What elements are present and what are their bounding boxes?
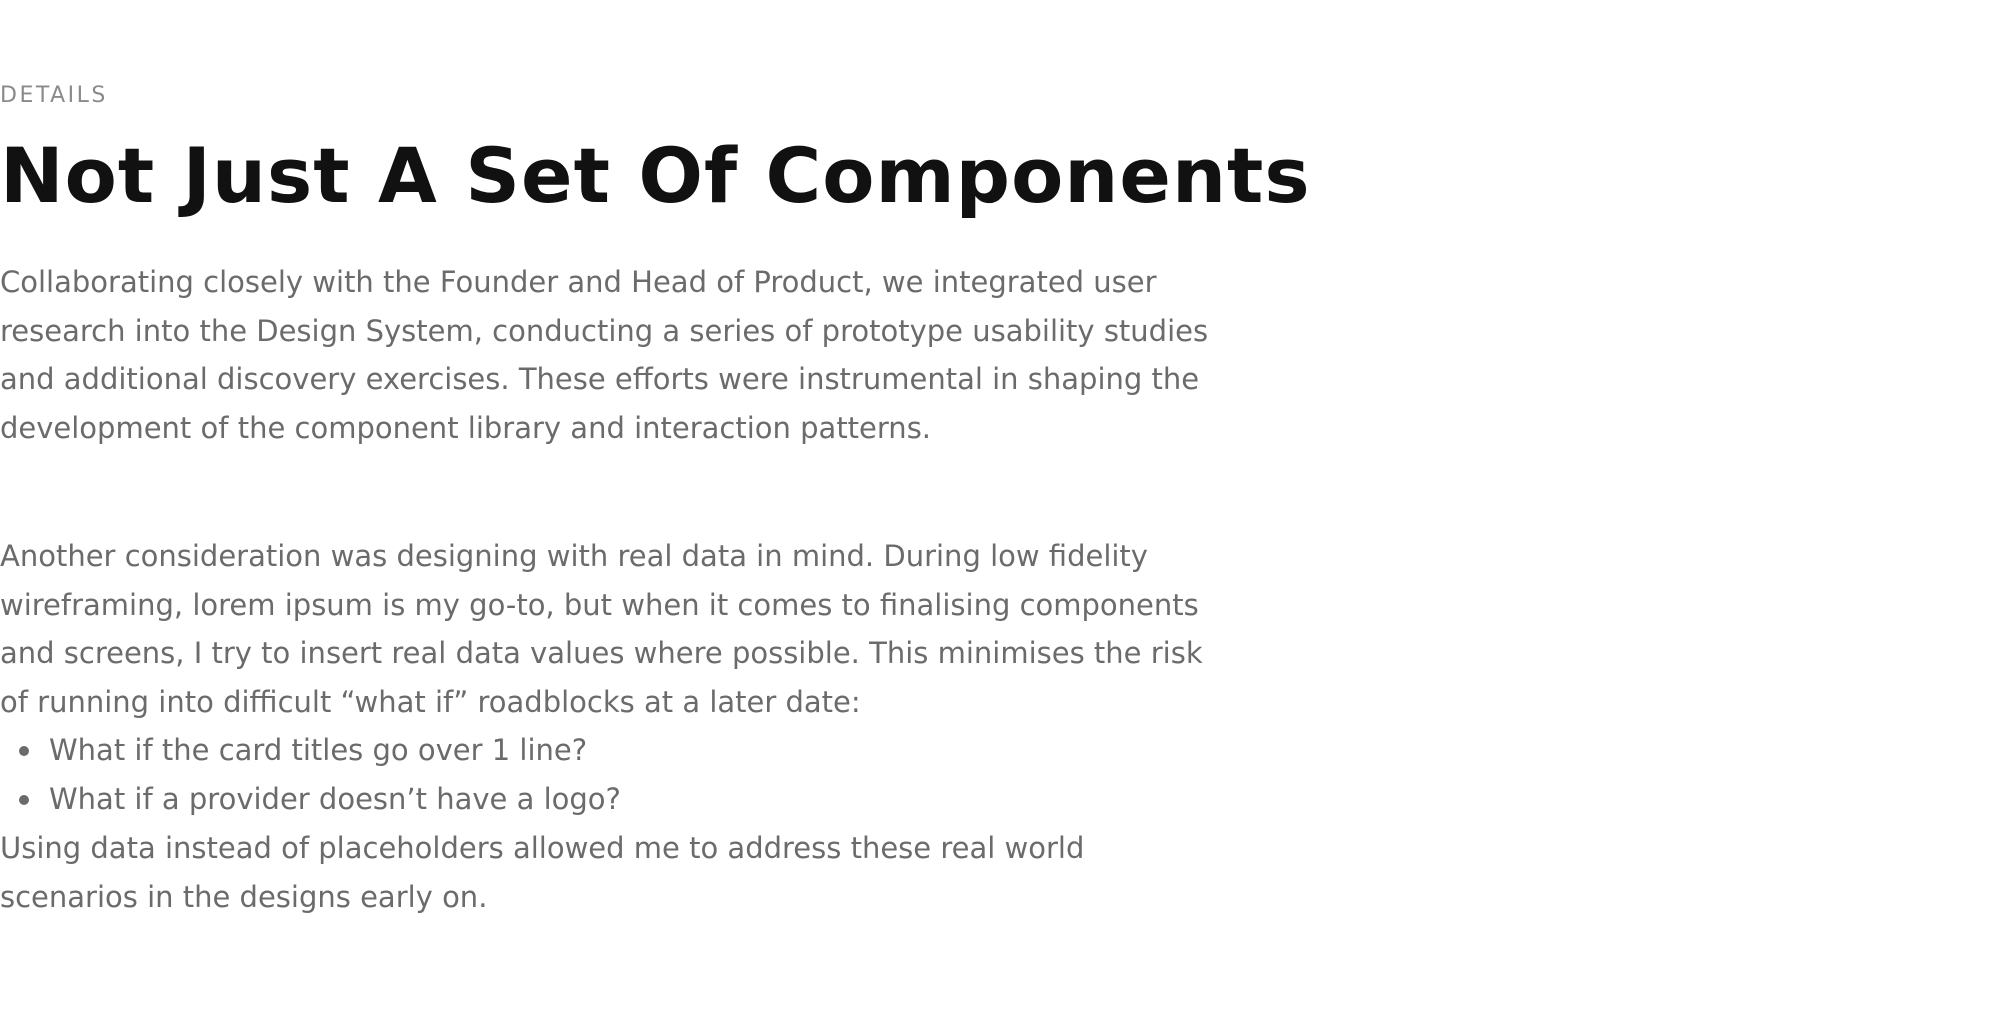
- section-eyebrow: DETAILS: [0, 83, 108, 108]
- list-item-text: What if a provider doesn’t have a logo?: [49, 781, 621, 816]
- paragraph-research: [0, 258, 1220, 452]
- paragraph-line: research into the Design System, conducting a series of prototype usability studies: [0, 313, 1209, 348]
- what-if-list: [0, 726, 621, 823]
- paragraph-line: wireframing, lorem ipsum is my go-to, but when it comes to finalising components: [0, 587, 1199, 622]
- list-item-text: What if the card titles go over 1 line?: [49, 733, 588, 767]
- paragraph-conclusion: [0, 824, 1220, 921]
- paragraph-line: development of the component library and interaction patterns.: [0, 410, 932, 445]
- paragraph-line: and screens, I try to insert real data values where possible. This minimises the risk: [0, 636, 1203, 670]
- bullet-icon: [19, 746, 29, 756]
- section-heading: Not Just A Set Of Components: [0, 131, 1311, 220]
- list-item: [0, 726, 621, 775]
- paragraph-line: Using data instead of placeholders allowed me to address these real world: [0, 831, 1085, 865]
- paragraph-line: Another consideration was designing with real data in mind. During low fidelity: [0, 539, 1148, 573]
- paragraph-line: and additional discovery exercises. These efforts were instrumental in shaping the: [0, 362, 1200, 396]
- paragraph-line: scenarios in the designs early on.: [0, 879, 488, 914]
- paragraph-line: Collaborating closely with the Founder and Head of Product, we integrated user: [0, 265, 1157, 299]
- bullet-icon: [19, 795, 29, 805]
- paragraph-real-data: [0, 532, 1220, 726]
- paragraph-line: of running into difficult “what if” roadblocks at a later date:: [0, 684, 861, 719]
- list-item: [0, 775, 621, 824]
